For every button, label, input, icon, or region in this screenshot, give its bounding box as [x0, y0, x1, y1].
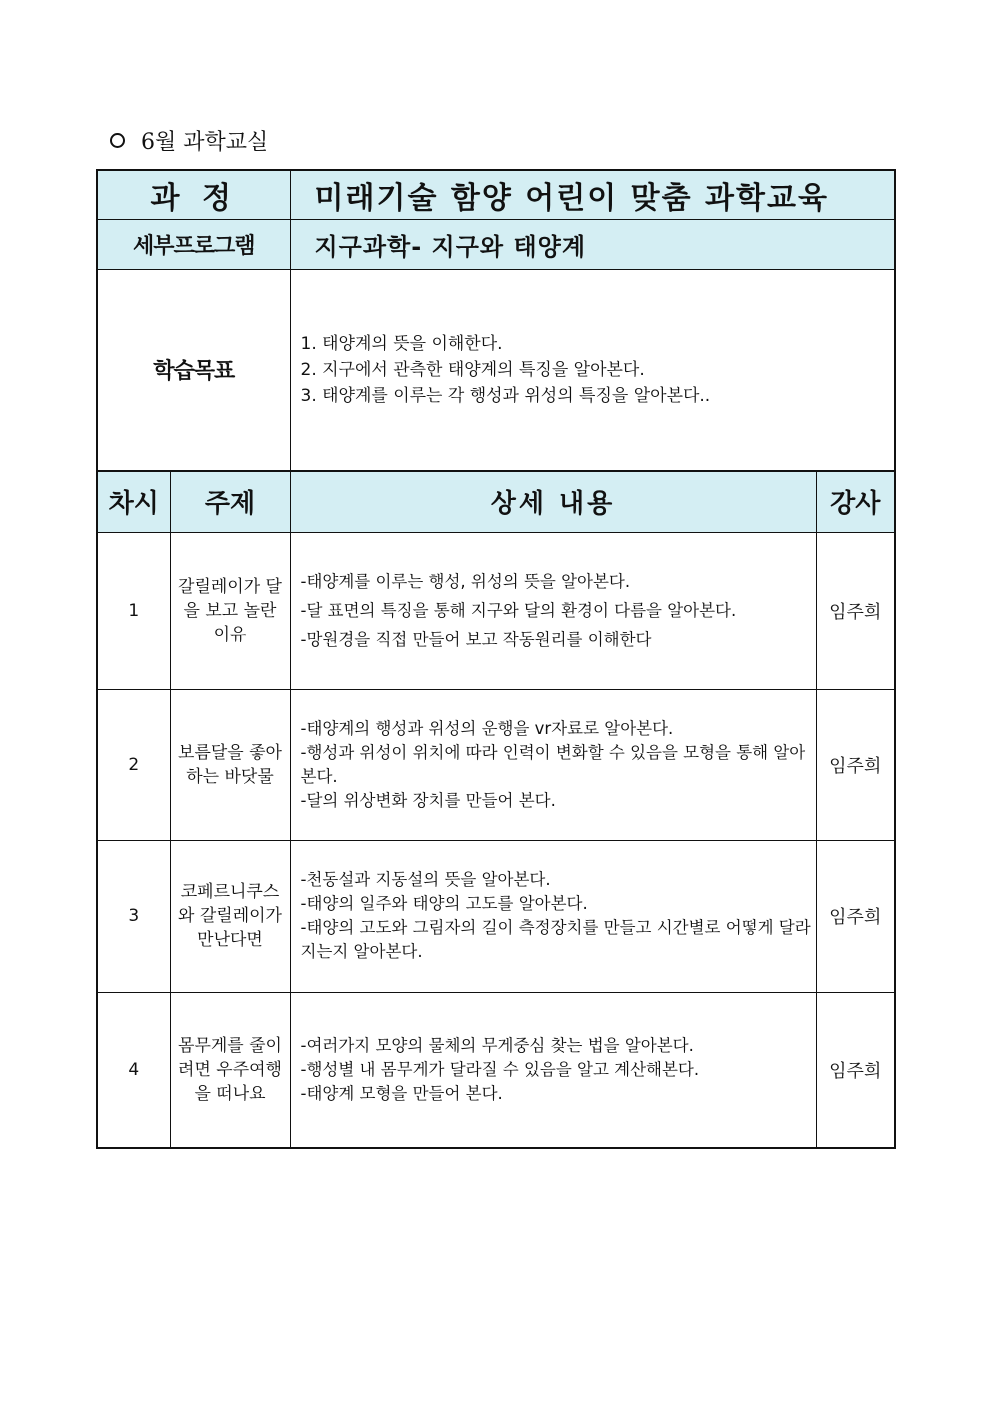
detail-line: -달 표면의 특징을 통해 지구와 달의 환경이 다름을 알아본다.: [300, 601, 737, 620]
topic-cell: 몸무게를 줄이려면 우주여행을 떠나요: [170, 992, 290, 1148]
heading-text: 6월 과학교실: [141, 129, 269, 155]
detail-line: -행성과 위성이 위치에 따라 인력이 변화할 수 있음을 모형을 통해 알아본다.: [300, 742, 806, 786]
col-teacher-header: 강사: [816, 471, 895, 532]
col-detail-header: 상세 내용: [290, 471, 816, 532]
course-table: [96, 169, 896, 1149]
table-row: [97, 532, 895, 689]
teacher-cell: 임주희: [816, 689, 895, 840]
goals-row: [97, 269, 895, 471]
detail-line: -태양계의 행성과 위성의 운행을 vr자료로 알아본다.: [300, 718, 674, 738]
goal-item: 2. 지구에서 관측한 태양계의 특징을 알아본다.: [300, 359, 645, 380]
table-row: [97, 992, 895, 1148]
detail-cell: [290, 840, 816, 992]
detail-line: -행성별 내 몸무게가 달라질 수 있음을 알고 계산해본다.: [300, 1059, 700, 1079]
topic-cell: 갈릴레이가 달을 보고 놀란 이유: [170, 532, 290, 689]
detail-line: -천동설과 지동설의 뜻을 알아본다.: [300, 870, 551, 889]
program-title: 지구과학- 지구와 태양계: [290, 219, 895, 269]
teacher-cell: 임주희: [816, 532, 895, 689]
course-row: [97, 170, 895, 219]
session-number: 3: [97, 840, 170, 992]
detail-line: -망원경을 직접 만들어 보고 작동원리를 이해한다: [300, 630, 652, 649]
goal-item: 1. 태양계의 뜻을 이해한다.: [300, 333, 503, 354]
detail-line: -태양의 일주와 태양의 고도를 알아본다.: [300, 894, 588, 913]
course-label: 과 정: [97, 170, 290, 219]
table-row: [97, 689, 895, 840]
program-row: [97, 219, 895, 269]
goals-list: [290, 269, 895, 471]
session-number: 1: [97, 532, 170, 689]
teacher-cell: 임주희: [816, 840, 895, 992]
goal-item: 3. 태양계를 이루는 각 행성과 위성의 특징을 알아본다..: [300, 385, 711, 406]
circle-bullet-icon: [110, 133, 125, 148]
course-title: 미래기술 함양 어린이 맞춤 과학교육: [290, 170, 895, 219]
detail-cell: [290, 689, 816, 840]
program-label: 세부프로그램: [97, 219, 290, 269]
session-number: 2: [97, 689, 170, 840]
col-session-header: 차시: [97, 471, 170, 532]
goals-label: 학습목표: [97, 269, 290, 471]
detail-line: -태양계 모형을 만들어 본다.: [300, 1083, 503, 1103]
detail-cell: [290, 532, 816, 689]
document-heading: [110, 124, 268, 156]
detail-line: -달의 위상변화 장치를 만들어 본다.: [300, 790, 556, 810]
topic-cell: 보름달을 좋아하는 바닷물: [170, 689, 290, 840]
detail-line: -여러가지 모양의 물체의 무게중심 찾는 법을 알아본다.: [300, 1035, 694, 1055]
teacher-cell: 임주희: [816, 992, 895, 1148]
col-topic-header: 주제: [170, 471, 290, 532]
column-header-row: [97, 471, 895, 532]
topic-cell: 코페르니쿠스와 갈릴레이가 만난다면: [170, 840, 290, 992]
detail-line: -태양계를 이루는 행성, 위성의 뜻을 알아본다.: [300, 572, 631, 591]
detail-line: -태양의 고도와 그림자의 길이 측정장치를 만들고 시간별로 어떻게 달라지는지 알아본다.: [300, 918, 811, 961]
table-row: [97, 840, 895, 992]
session-number: 4: [97, 992, 170, 1148]
detail-cell: [290, 992, 816, 1148]
